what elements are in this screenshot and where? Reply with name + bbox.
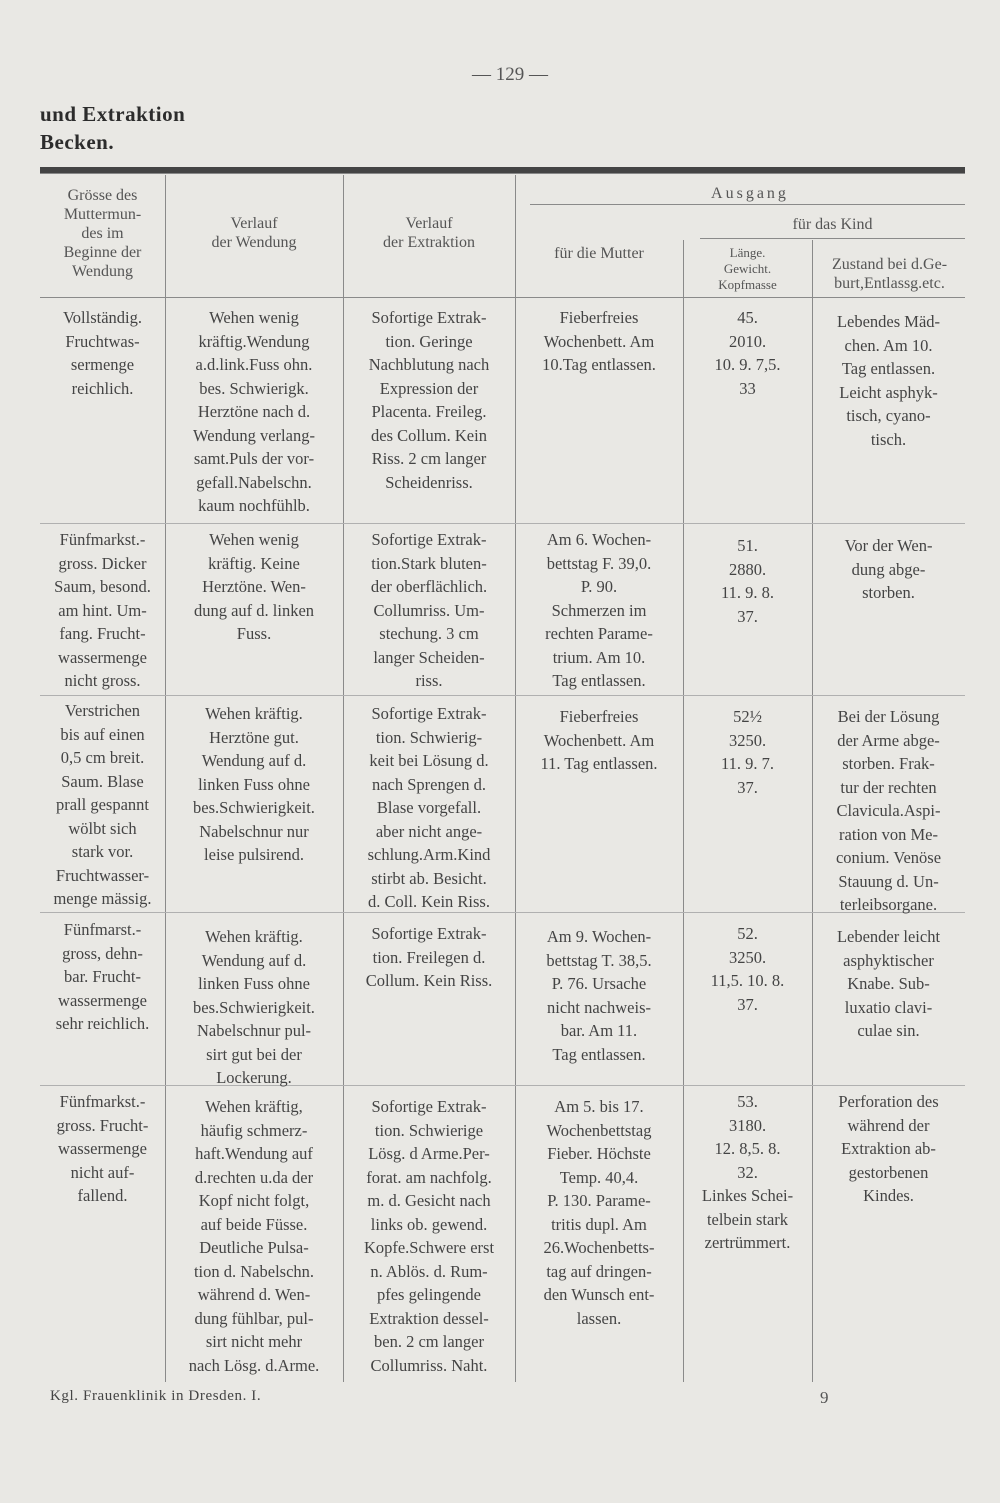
table-cell: 53. 3180. 12. 8,5. 8. 32. Linkes Schei- telbein stark zertrümmert. bbox=[701, 1092, 794, 1252]
table-cell: Lebender leicht asphyktischer Knabe. Sub- luxatio clavi- culae sin. bbox=[836, 927, 941, 1040]
table-cell: Vollständig. Fruchtwas- sermenge reichlich. bbox=[63, 308, 142, 398]
table-cell: Fünfmarkst.- gross. Frucht- wassermenge nicht auf- fallend. bbox=[56, 1092, 149, 1205]
table-cell: Sofortige Extrak- tion. Schwierige Lösg. d Arme.Per- forat. am nachfolg. m. d. Gesicht nach links ob. gewend. Kopfe.Schwere erst n. Ablös. d. Rum- pfes gelingende Extraktion dessel- ben. 2 cm langer Collumriss. Naht. bbox=[363, 1097, 495, 1375]
table-cell: Fünfmarst.- gross, dehn- bar. Frucht- wassermenge sehr reichlich. bbox=[55, 920, 150, 1033]
header-mutter: für die Mutter bbox=[554, 245, 644, 262]
header-kind: für das Kind bbox=[792, 216, 873, 233]
header-extraktion: Verlauf der Extraktion bbox=[383, 215, 475, 251]
table-cell: Am 9. Wochen- bettstag T. 38,5. P. 76. Ursache nicht nachweis- bar. Am 11. Tag entlassen. bbox=[546, 927, 652, 1064]
table-cell: 52½ 3250. 11. 9. 7. 37. bbox=[720, 707, 774, 797]
header-muttermund: Grösse des Muttermun- des im Beginne der Wendung bbox=[63, 187, 142, 280]
table-cell: Fieberfreies Wochenbett. Am 11. Tag entlassen. bbox=[540, 707, 658, 773]
table-cell: Sofortige Extrak- tion. Freilegen d. Collum. Kein Riss. bbox=[365, 924, 493, 990]
table-cell: Sofortige Extrak- tion. Geringe Nachblutung nach Expression der Placenta. Freileg. des Collum. Kein Riss. 2 cm langer Scheidenriss. bbox=[368, 308, 490, 492]
table-cell: Vor der Wen- dung abge- storben. bbox=[844, 536, 933, 602]
table-cell: Wehen wenig kräftig.Wendung a.d.link.Fuss ohn. bes. Schwierigk. Herztöne nach d. Wendung verlang- samt.Puls der vor- gefall.Nabelschn. kaum nochfühlb. bbox=[193, 308, 315, 515]
footer-institution: Kgl. Frauenklinik in Dresden. I. bbox=[50, 1388, 262, 1404]
ausgang-underline bbox=[530, 204, 965, 205]
page-number: — 129 — bbox=[472, 64, 548, 85]
table-cell: Am 6. Wochen- bettstag F. 39,0. P. 90. Schmerzen im rechten Parame- trium. Am 10. Tag entlassen. bbox=[545, 530, 653, 690]
table-cell: 51. 2880. 11. 9. 8. 37. bbox=[720, 536, 774, 626]
footer-signature: 9 bbox=[820, 1388, 829, 1407]
header-laenge: Länge. Gewicht. Kopfmasse bbox=[718, 245, 777, 292]
table-cell: Lebendes Mäd- chen. Am 10. Tag entlassen. Leicht asphyk- tisch, cyano- tisch. bbox=[836, 312, 941, 449]
row-divider bbox=[40, 695, 965, 696]
header-bottom-rule bbox=[40, 297, 965, 298]
table-cell: 52. 3250. 11,5. 10. 8. 37. bbox=[710, 924, 785, 1014]
header-wendung: Verlauf der Wendung bbox=[211, 215, 297, 251]
heading-line-1: und Extraktion bbox=[40, 102, 186, 126]
table-cell: Wehen wenig kräftig. Keine Herztöne. Wen- dung auf d. linken Fuss. bbox=[193, 530, 315, 643]
table-cell: Wehen kräftig, häufig schmerz- haft.Wendung auf d.rechten u.da der Kopf nicht folgt, auf beide Füsse. Deutliche Pulsa- tion d. Nabelschn. während d. Wen- dung fühlbar, pul- sirt nicht mehr nach Lösg. d.Arme. bbox=[188, 1097, 320, 1375]
header-zustand: Zustand bei d.Ge- burt,Entlassg.etc. bbox=[831, 256, 948, 292]
table-cell: Am 5. bis 17. Wochenbettstag Fieber. Höchste Temp. 40,4. P. 130. Parame- tritis dupl. Am 26.Wochenbetts- tag auf dringen- den Wunsch ent- lassen. bbox=[543, 1097, 655, 1328]
header-ausgang: Ausgang bbox=[711, 185, 789, 202]
heading-line-2: Becken. bbox=[40, 130, 115, 154]
row-divider bbox=[40, 523, 965, 524]
kind-underline bbox=[700, 238, 965, 239]
table-cell: Verstrichen bis auf einen 0,5 cm breit. Saum. Blase prall gespannt wölbt sich stark vor. Fruchtwasser- menge mässig. bbox=[53, 701, 152, 908]
table-cell: Wehen kräftig. Herztöne gut. Wendung auf d. linken Fuss ohne bes.Schwierigkeit. Nabelschnur nur leise pulsirend. bbox=[193, 704, 315, 864]
table-cell: Sofortige Extrak- tion. Schwierig- keit bei Lösung d. nach Sprengen d. Blase vorgefall. aber nicht ange- schlung.Arm.Kind stirbt ab. Besicht. d. Coll. Kein Riss. bbox=[367, 704, 491, 911]
table-cell: Bei der Lösung der Arme abge- storben. Frak- tur der rechten Clavicula.Aspi- ration von Me- conium. Venöse Stauung d. Un- terleibsorgane. bbox=[835, 707, 942, 914]
table-cell: Fieberfreies Wochenbett. Am 10.Tag entlassen. bbox=[542, 308, 656, 374]
table-cell: 45. 2010. 10. 9. 7,5. 33 bbox=[714, 308, 781, 398]
table-cell: Fünfmarkst.- gross. Dicker Saum, besond. am hint. Um- fang. Frucht- wassermenge nicht gross. bbox=[54, 530, 151, 690]
heavy-rule bbox=[40, 167, 965, 174]
table-cell: Perforation des während der Extraktion ab- gestorbenen Kindes. bbox=[838, 1092, 939, 1205]
table-cell: Wehen kräftig. Wendung auf d. linken Fuss ohne bes.Schwierigkeit. Nabelschnur pul- sirt gut bei der Lockerung. bbox=[193, 927, 315, 1087]
table-cell: Sofortige Extrak- tion.Stark bluten- der oberflächlich. Collumriss. Um- stechung. 3 cm langer Scheiden- riss. bbox=[370, 530, 488, 690]
